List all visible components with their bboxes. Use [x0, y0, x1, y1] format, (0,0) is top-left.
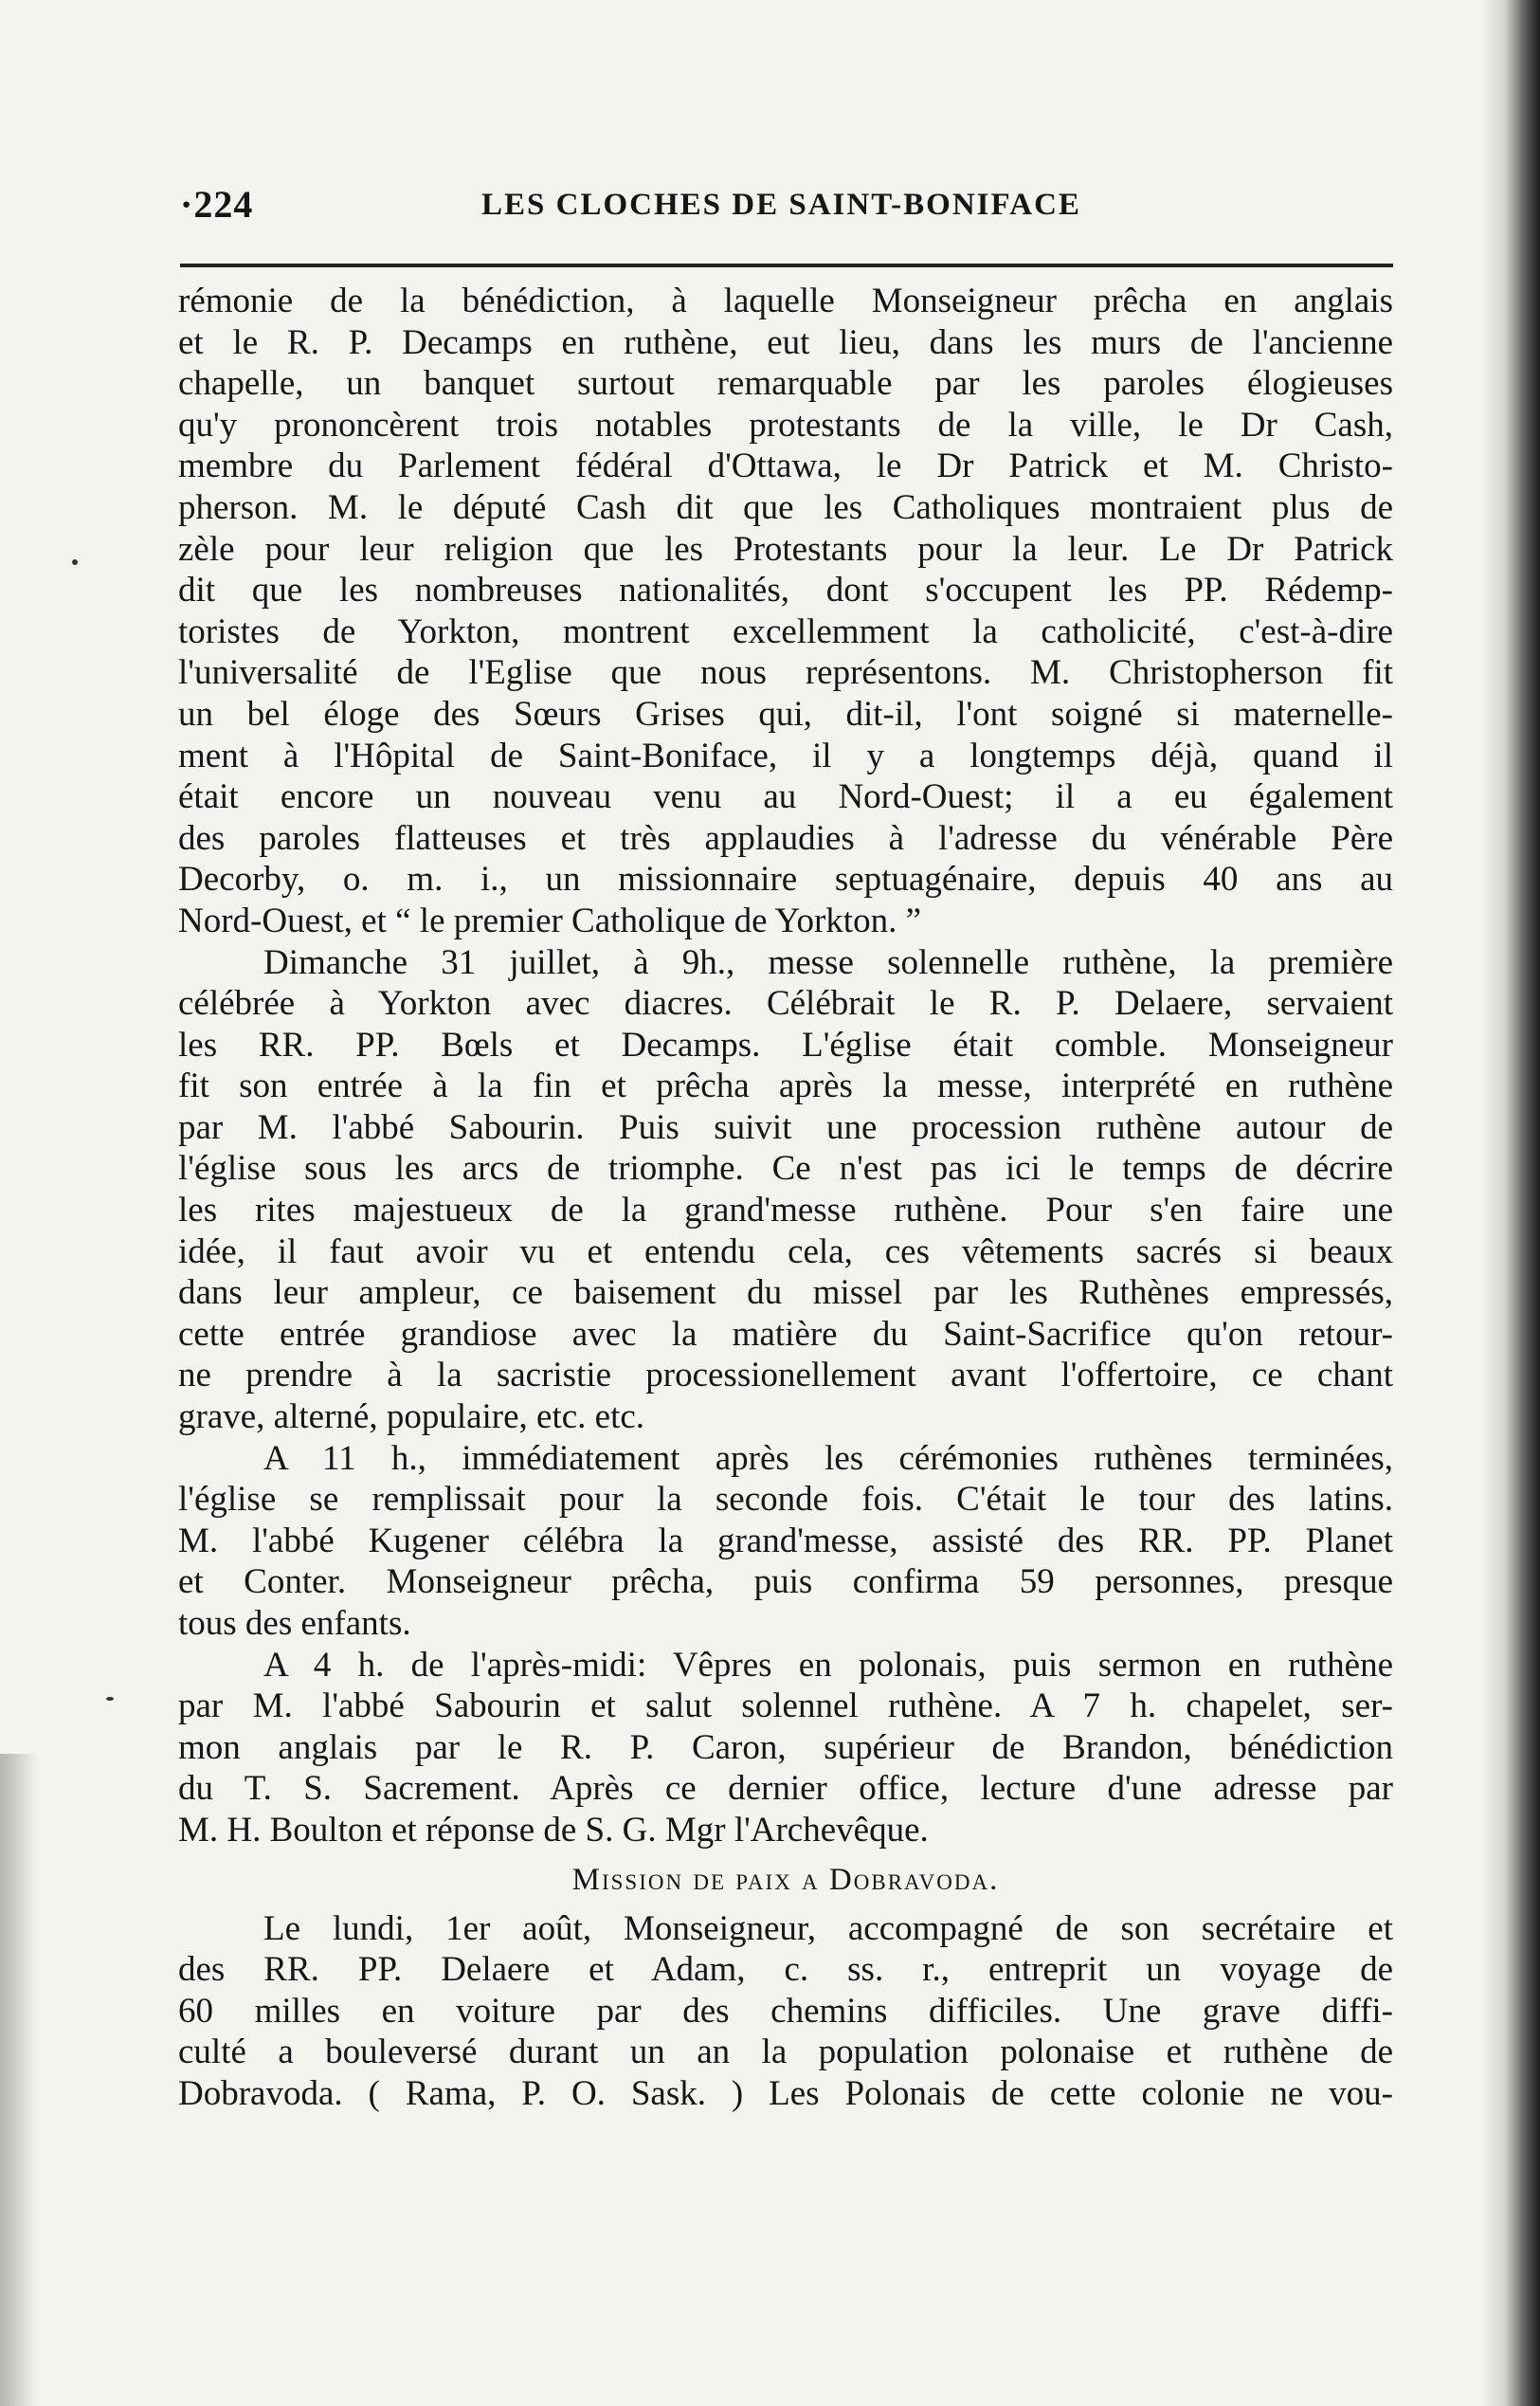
text-line: chapelle, un banquet surtout remarquable par les paroles élogieuses	[178, 364, 1393, 404]
text-line: pherson. M. le député Cash dit que les Catholiques montraient plus de	[178, 487, 1393, 527]
body-text	[178, 281, 1393, 2115]
text-line: A 4 h. de l'après-midi: Vêpres en polonais, puis sermon en ruthène	[263, 1645, 1393, 1685]
text-line: et Conter. Monseigneur prêcha, puis confirma 59 personnes, presque	[178, 1562, 1393, 1602]
text-line: M. l'abbé Kugener célébra la grand'messe, assisté des RR. PP. Planet	[178, 1521, 1393, 1560]
paragraph-2	[178, 942, 1393, 1438]
page-shadow-right	[1481, 0, 1540, 2406]
text-line: rémonie de la bénédiction, à laquelle Monseigneur prêcha en anglais	[178, 282, 1393, 320]
text-line: Le lundi, 1er août, Monseigneur, accompagné de son secrétaire et	[263, 1908, 1393, 1948]
text-line: toristes de Yorkton, montrent excellemment la catholicité, c'est-à-dire	[178, 611, 1393, 651]
running-title: LES CLOCHES DE SAINT-BONIFACE	[481, 188, 1081, 222]
page-shadow-left	[0, 1754, 38, 2406]
text-line: dans leur ampleur, ce baisement du missel par les Ruthènes empressés,	[178, 1273, 1393, 1313]
text-line: zèle pour leur religion que les Protestants pour la leur. Le Dr Patrick	[178, 529, 1393, 569]
text-line: Nord-Ouest, et “ le premier Catholique de Yorkton. ”	[178, 901, 922, 940]
text-line: 60 milles en voiture par des chemins difficiles. Une grave diffi-	[178, 1991, 1393, 2031]
text-line: M. H. Boulton et réponse de S. G. Mgr l'Archevêque.	[178, 1810, 929, 1850]
text-line: culté a bouleversé durant un an la population polonaise et ruthène de	[178, 2032, 1393, 2072]
text-line: idée, il faut avoir vu et entendu cela, ces vêtements sacrés si beaux	[178, 1231, 1393, 1271]
text-line: membre du Parlement fédéral d'Ottawa, le Dr Patrick et M. Christo-	[178, 447, 1393, 486]
text-line: Dimanche 31 juillet, à 9h., messe solennelle ruthène, la première	[263, 942, 1393, 982]
text-line: les rites majestueux de la grand'messe ruthène. Pour s'en faire une	[178, 1191, 1393, 1230]
paragraph-5	[178, 1908, 1393, 2115]
text-line: du T. S. Sacrement. Après ce dernier office, lecture d'une adresse par	[178, 1769, 1393, 1809]
text-line: un bel éloge des Sœurs Grises qui, dit-il, l'ont soigné si maternelle-	[178, 694, 1393, 734]
page-number: ·224	[180, 183, 254, 226]
text-line: dit que les nombreuses nationalités, dont s'occupent les PP. Rédemp-	[178, 571, 1393, 611]
header-rule	[180, 264, 1393, 267]
text-line: les RR. PP. Bœls et Decamps. L'église était comble. Monseigneur	[178, 1025, 1393, 1065]
paragraph-1	[178, 281, 1393, 942]
text-line: des paroles flatteuses et très applaudies à l'adresse du vénérable Père	[178, 818, 1393, 858]
text-line: l'église se remplissait pour la seconde fois. C'était le tour des latins.	[178, 1480, 1393, 1520]
scan-speck	[106, 1697, 114, 1701]
text-line: mon anglais par le R. P. Caron, supérieur de Brandon, bénédiction	[178, 1727, 1393, 1767]
text-line: ne prendre à la sacristie processionellement avant l'offertoire, ce chant	[178, 1356, 1393, 1395]
text-line: par M. l'abbé Sabourin et salut solennel ruthène. A 7 h. chapelet, ser-	[178, 1686, 1393, 1726]
text-line: Dobravoda. ( Rama, P. O. Sask. ) Les Polonais de cette colonie ne vou-	[178, 2073, 1393, 2113]
text-line: qu'y prononcèrent trois notables protestants de la ville, le Dr Cash,	[178, 405, 1393, 445]
text-line: l'église sous les arcs de triomphe. Ce n'est pas ici le temps de décrire	[178, 1149, 1393, 1189]
text-line: était encore un nouveau venu au Nord-Ouest; il a eu également	[178, 777, 1393, 817]
text-line: Decorby, o. m. i., un missionnaire septuagénaire, depuis 40 ans au	[178, 860, 1393, 900]
text-line: A 11 h., immédiatement après les cérémonies ruthènes terminées,	[263, 1438, 1393, 1478]
text-line: et le R. P. Decamps en ruthène, eut lieu, dans les murs de l'ancienne	[178, 322, 1393, 362]
text-line: fit son entrée à la fin et prêcha après la messe, interprété en ruthène	[178, 1066, 1393, 1106]
text-line: ment à l'Hôpital de Saint-Boniface, il y a longtemps déjà, quand il	[178, 736, 1393, 775]
scan-speck	[72, 559, 78, 565]
text-line: l'universalité de l'Eglise que nous représentons. M. Christopherson fit	[178, 653, 1393, 693]
text-line: célébrée à Yorkton avec diacres. Célébrait le R. P. Delaere, servaient	[178, 984, 1393, 1024]
text-line: tous des enfants.	[178, 1604, 411, 1643]
section-heading: Mission de paix a Dobravoda.	[571, 1862, 1000, 1897]
page-header	[180, 182, 1393, 229]
paragraph-4	[178, 1645, 1393, 1851]
text-line: cette entrée grandiose avec la matière du Saint-Sacrifice qu'on retour-	[178, 1314, 1393, 1354]
text-line: grave, alterné, populaire, etc. etc.	[178, 1397, 645, 1437]
text-line: par M. l'abbé Sabourin. Puis suivit une procession ruthène autour de	[178, 1107, 1393, 1147]
paragraph-3	[178, 1438, 1393, 1645]
text-line: des RR. PP. Delaere et Adam, c. ss. r., entreprit un voyage de	[178, 1950, 1393, 1990]
